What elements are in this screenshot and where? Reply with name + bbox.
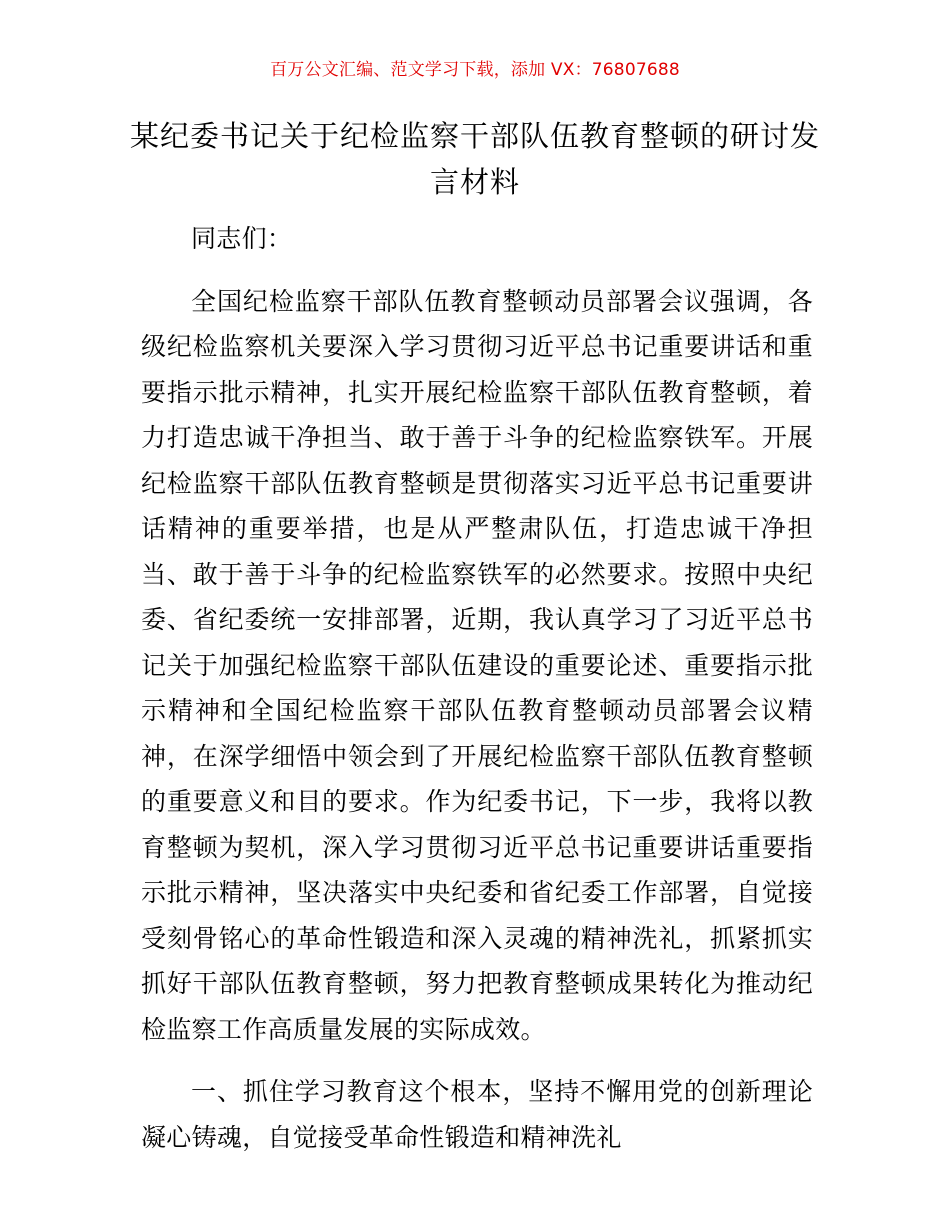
paragraph-intro: 全国纪检监察干部队伍教育整顿动员部署会议强调，各级纪检监察机关要深入学习贯彻习近平总书记重要讲话和重要指示批示精神，扎实开展纪检监察干部队伍教育整顿，着力打造忠诚干净担当、敢于善于斗争的纪检监察铁军。开展纪检监察干部队伍教育整顿是贯彻落实习近平总书记重要讲话精神的重要举措，也是从严整肃队伍，打造忠诚干净担当、敢于善于斗争的纪检监察铁军的必然要求。按照中央纪委、省纪委统一安排部署，近期，我认真学习了习近平总书记关于加强纪检监察干部队伍建设的重要论述、重要指示批示精神和全国纪检监察干部队伍教育整顿动员部署会议精神，在深学细悟中领会到了开展纪检监察干部队伍教育整顿的重要意义和目的要求。作为纪委书记，下一步，我将以教育整顿为契机，深入学习贯彻习近平总书记重要讲话重要指示批示精神，坚决落实中央纪委和省纪委工作部署，自觉接受刻骨铭心的革命性锻造和深入灵魂的精神洗礼，抓紧抓实抓好干部队伍教育整顿，努力把教育整顿成果转化为推动纪检监察工作高质量发展的实际成效。 (141, 286, 813, 1044)
document-body (141, 216, 813, 1169)
section-heading-1: 一、抓住学习教育这个根本，坚持不懈用党的创新理论凝心铸魂，自觉接受革命性锻造和精神洗礼 (141, 1077, 813, 1152)
document-title: 某纪委书记关于纪检监察干部队伍教育整顿的研讨发言材料 (130, 119, 821, 199)
greeting: 同志们： (191, 224, 293, 253)
promo-banner: 百万公文汇编、范文学习下载，添加 VX：76807688 (270, 60, 680, 80)
